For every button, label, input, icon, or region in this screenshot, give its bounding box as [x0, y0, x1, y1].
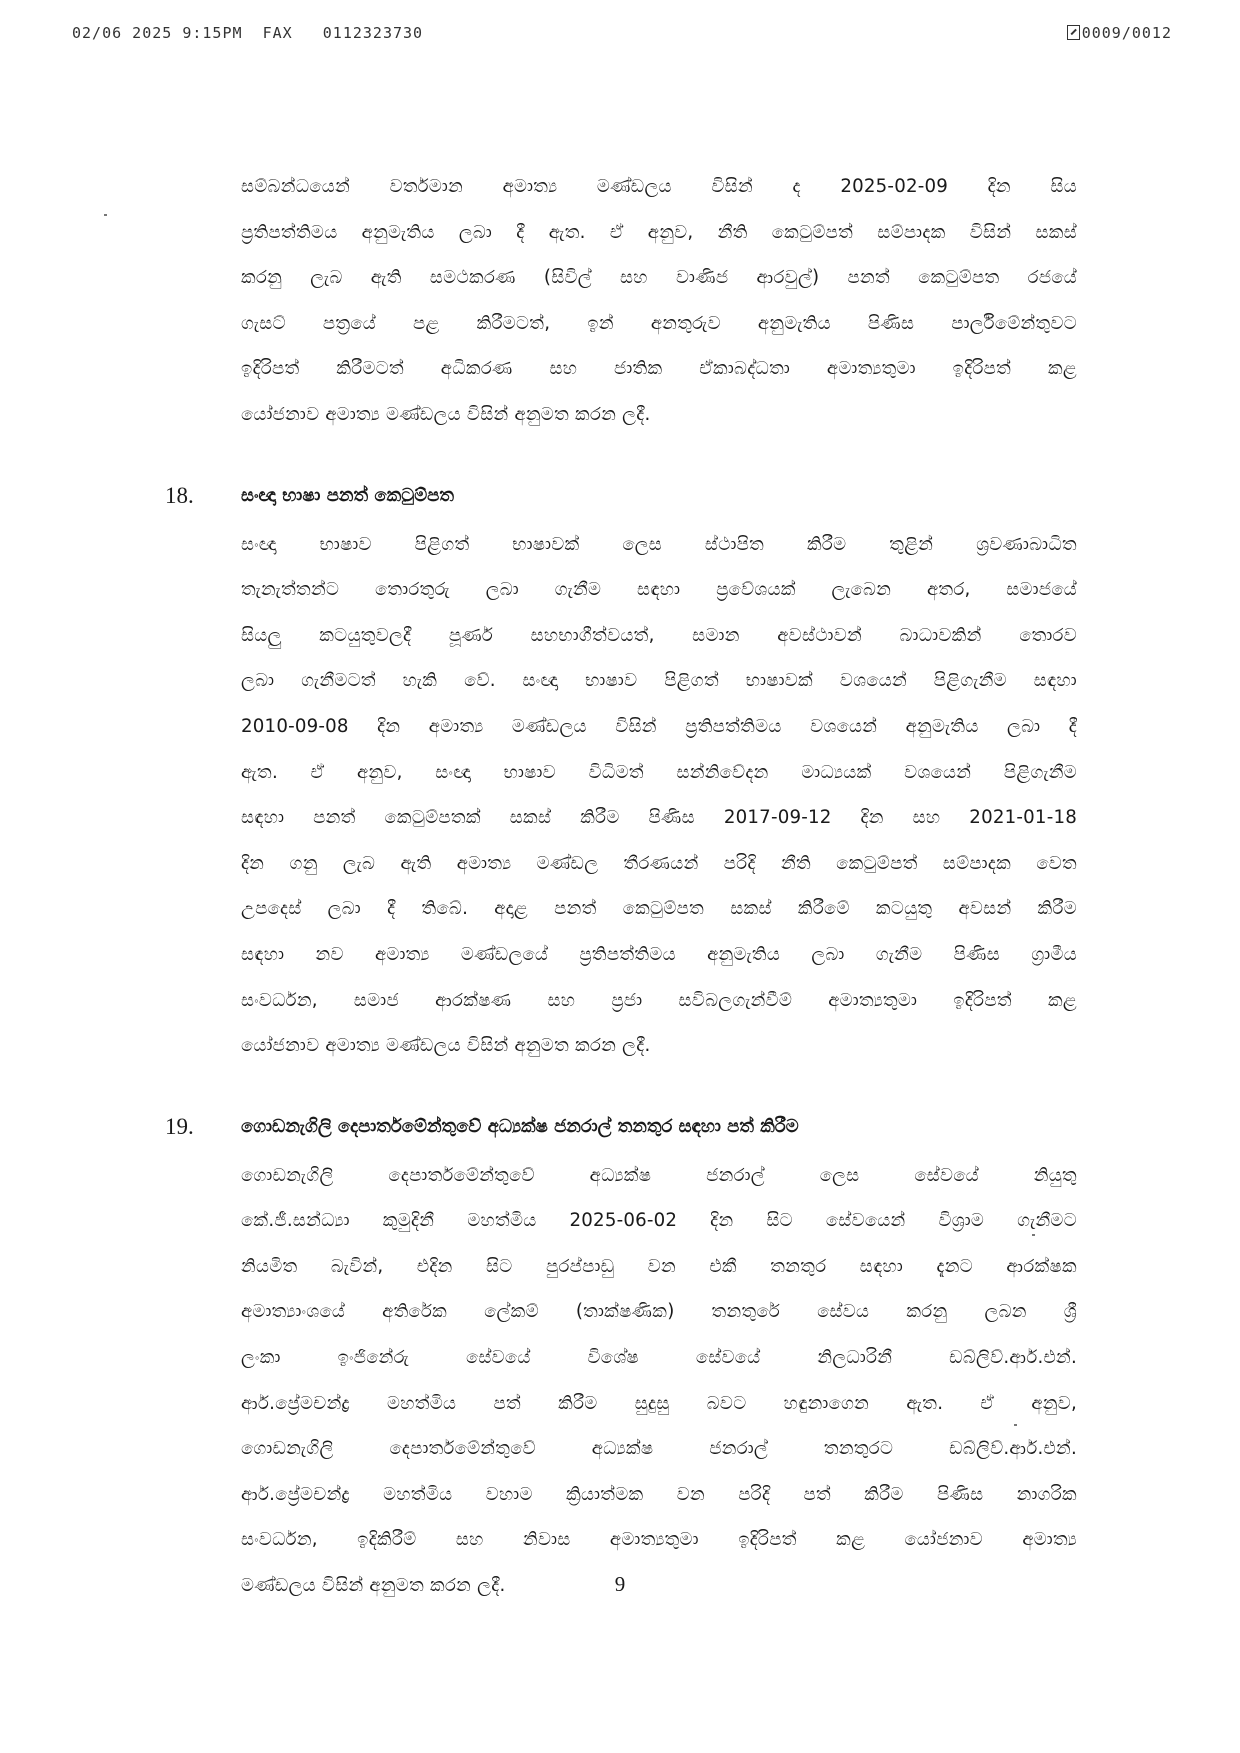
section-title: ගොඩනැගිලි දෙපාර්තමේන්තුවේ අධ්‍යක්ෂ ජනරාල් තනතුර සඳහා පත් කිරීම: [241, 1115, 799, 1137]
scan-speck: [104, 214, 107, 216]
section-18-paragraph: [241, 522, 1077, 1069]
document-body: [0, 164, 1240, 1609]
section-heading-18: [0, 470, 1240, 522]
paragraph-line: සංඥා භාෂාව පිළිගත් භාෂාවක් ලෙස ස්ථාපිත කිරීම තුළින් ශ්‍රවණාබාධිත: [241, 533, 1077, 555]
paragraph-line: ගැසට් පත්‍රයේ පළ කිරීමටත්, ඉන් අනතුරුව අනුමැතිය පිණිස පාර්ලිමේන්තුවට: [241, 312, 1077, 334]
fax-date-time: 02/06 2025 9:15PM: [72, 24, 243, 42]
paragraph-line: ආර්.ප්‍රේමචන්ද්‍ර මහත්මිය වහාම ක්‍රියාත්මක වන පරිදි පත් කිරීම පිණිස නාගරික: [241, 1483, 1077, 1505]
paragraph-line: කරනු ලැබ ඇති සමථකරණ (සිවිල් සහ වාණිජ ආරවුල්) පනත් කෙටුම්පත රජයේ: [241, 267, 1077, 289]
intro-paragraph: [241, 164, 1077, 438]
paragraph-line: තැනැත්තන්ට තොරතුරු ලබා ගැනීම සඳහා ප්‍රවේශයක් ලැබෙන අතර, සමාජයේ: [241, 579, 1077, 601]
scan-speck: [1032, 1234, 1035, 1236]
paragraph-line: සංවර්ධන, ඉදිකිරීම් සහ නිවාස අමාත්‍යතුමා ඉදිරිපත් කළ යෝජනාව අමාත්‍ය: [241, 1529, 1077, 1551]
paragraph-line: ආර්.ප්‍රේමචන්ද්‍ර මහත්මිය පත් කිරීම සුදුසු බවට හඳුනාගෙන ඇත. ඒ අනුව,: [241, 1392, 1077, 1414]
section-number: 18.: [165, 482, 194, 508]
scan-speck: [1014, 1424, 1017, 1426]
page-number: 9: [614, 1572, 626, 1596]
paragraph-line: උපදෙස් ලබා දී තිබේ. අදාළ පනත් කෙටුම්පත සකස් කිරීමේ කටයුතු අවසන් කිරීම: [241, 898, 1077, 920]
paragraph-line: ප්‍රතිපත්තිමය අනුමැතිය ලබා දී ඇත. ඒ අනුව, නීති කෙටුම්පත් සම්පාදක විසින් සකස්: [241, 221, 1077, 243]
paragraph-line: අමාත්‍යාංශයේ අතිරේක ලේකම් (තාක්ෂණික) තනතුරේ සේවය කරනු ලබන ශ්‍රී: [241, 1301, 1077, 1323]
section-title: සංඥා භාෂා පනත් කෙටුම්පත: [241, 484, 454, 506]
fax-number: 0112323730: [322, 24, 424, 42]
paragraph-line: මණ්ඩලය විසින් අනුමත කරන ලදී.: [241, 1575, 506, 1597]
paragraph-line: සියලු කටයුතුවලදී පූර්ණ සහභාගීත්වයත්, සමාන අවස්ථාවන් බාධාවකින් තොරව: [241, 624, 1077, 646]
paragraph-line: ඇත. ඒ අනුව, සංඥා භාෂාව විධිමත් සන්නිවේදන මාධ්‍යයක් වශයෙන් පිළිගැනීම: [241, 761, 1077, 783]
paragraph-line: සම්බන්ධයෙන් වර්තමාන අමාත්‍ය මණ්ඩලය විසින් ද 2025-02-09 දින සිය: [241, 176, 1077, 197]
paragraph-line: යෝජනාව අමාත්‍ය මණ්ඩලය විසින් අනුමත කරන ලදී.: [241, 1035, 651, 1057]
paragraph-line: ලබා ගැනීමටත් හැකි වේ. සංඥා භාෂාව පිළිගත් භාෂාවක් වශයෙන් පිළිගැනීම සඳහා: [241, 670, 1077, 692]
paragraph-line: ලංකා ඉංජිනේරු සේවයේ විශේෂ සේවයේ නිලධාරිනී ඩබ්ලිව්.ආර්.එන්.: [241, 1347, 1077, 1369]
paragraph-line: යෝජනාව අමාත්‍ය මණ්ඩලය විසින් අනුමත කරන ලදී.: [241, 403, 651, 425]
paragraph-line: ගොඩනැගිලි දෙපාර්තමේන්තුවේ අධ්‍යක්ෂ ජනරාල් ලෙස සේවයේ නියුතු: [241, 1164, 1077, 1186]
fax-header: [72, 24, 1172, 48]
section-heading-19: [0, 1101, 1240, 1153]
paragraph-line: නියමිත බැවින්, එදින සිට පුරප්පාඩු වන එකී තනතුර සඳහා දැනට ආරක්ෂක: [241, 1255, 1077, 1277]
fax-page-count: 0009/0012: [1081, 24, 1172, 42]
section-number: 19.: [165, 1113, 194, 1139]
paragraph-line: සඳහා නව අමාත්‍ය මණ්ඩලයේ ප්‍රතිපත්තිමය අනුමැතිය ලබා ගැනීම පිණිස ග්‍රාමීය: [241, 943, 1077, 965]
fax-page-counter: [1067, 24, 1172, 42]
paragraph-line: දින ගනු ලැබ ඇති අමාත්‍ය මණ්ඩල තීරණයන් පරිදි නීති කෙටුම්පත් සම්පාදක වෙත: [241, 852, 1077, 874]
paragraph-line: කේ.ජී.සන්ධ්‍යා කුමුදිනී මහත්මිය 2025-06-02 දින සිට සේවයෙන් විශ්‍රාම ගැනීමට: [241, 1210, 1077, 1232]
paragraph-line: ඉදිරිපත් කිරීමටත් අධිකරණ සහ ජාතික ඒකාබද්ධතා අමාත්‍යතුමා ඉදිරිපත් කළ: [241, 358, 1077, 380]
paragraph-line: සඳහා පනත් කෙටුම්පතක් සකස් කිරීම පිණිස 2017-09-12 දින සහ 2021-01-18: [241, 807, 1077, 829]
fax-label: FAX: [262, 24, 293, 42]
paragraph-line: සංවර්ධන, සමාජ ආරක්ෂණ සහ ප්‍රජා සවිබලගැන්වීම් අමාත්‍යතුමා ඉදිරිපත් කළ: [241, 989, 1077, 1011]
paragraph-line: 2010-09-08 දින අමාත්‍ය මණ්ඩලය විසින් ප්‍රතිපත්තිමය වශයෙන් අනුමැතිය ලබා දී: [241, 715, 1077, 737]
fax-transmission-info: [72, 24, 423, 42]
paragraph-line: ගොඩනැගිලි දෙපාර්තමේන්තුවේ අධ්‍යක්ෂ ජනරාල් තනතුරට ඩබ්ලිව්.ආර්.එන්.: [241, 1438, 1077, 1460]
checkbox-mark-icon: [1067, 25, 1080, 40]
section-19-paragraph: [241, 1153, 1077, 1609]
